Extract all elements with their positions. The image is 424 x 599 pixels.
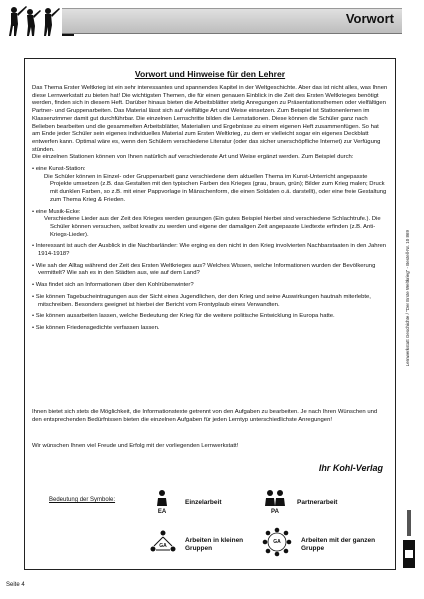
closing-wish: Wir wünschen Ihnen viel Freude und Erfolg mit der vorliegenden Lernwerkstatt! [32,443,239,449]
list-item [32,166,388,205]
document-body [32,85,388,333]
list-item-head: Wie sah der Alltag während der Zeit des Ersten Weltkrieges aus? Welches Wissen, welche Informationen wurden der Bevölkerung vermittelt? Wie sah es in den Städten aus, wie auf dem Land? [35,262,376,277]
list-item [32,263,388,278]
symbol-label-ga-small: Arbeiten in kleinen Gruppen [185,537,244,552]
list-item [32,294,388,309]
page-header [0,0,424,42]
list-item [32,313,388,321]
list-item-head: Was findet sich an Informationen über den Kohlrübenwinter? [35,282,194,289]
list-item-head: Interessant ist auch der Ausblick in die Nachbarländer: Wie erging es den nicht in den Krieg involvierten Nachbarstaaten in den Jahren 1914-1918? [35,243,387,258]
list-item [32,282,388,290]
legend-label: Bedeutung der Symbole: [49,497,116,503]
symbol-label-pa: Partnerarbeit [297,499,338,506]
list-item [32,325,388,333]
closing-paragraph: Ihnen bietet sich stets die Möglichkeit, die Informationstexte getrennt von den Aufgaben zu bearbeiten. Je nach Ihren Wünschen und den entsprechenden Bedürfnissen bieten die einzelnen Aufgaben für jeden Lerntyp unterschiedlichste Anregungen! [32,409,378,423]
symbol-label-ea: Einzelarbeit [185,499,222,506]
symbol-label-ga-whole: Arbeiten mit der ganzen Gruppe [301,537,376,552]
symbol-code-ga-whole: GA [273,539,281,545]
list-item-head: Sie können ausarbeiten lassen, welche Bedeutung der Krieg für die weitere politische Entwicklung in Europa hatte. [35,313,335,320]
symbol-code-ea: EA [157,509,167,515]
list-item [32,209,388,240]
pair-icon [263,489,287,507]
list-item-head: Sie können Tagebucheintragungen aus der Sicht eines Jugendlichen, der den Krieg und seine Auswirkungen hautnah miterlebte, mitschreiben. Besonders geeignet ist hierbei der Bericht vom Frontурlaub eines Verwandten. [35,293,371,308]
intro-paragraph: Das Thema Erster Weltkrieg ist ein sehr interessantes und spannendes Kapitel in der Weltgeschichte. Aber das ist nicht alles, was Ihnen diese Lernwerkstatt zu bieten hat! Die wichtigsten Themen, die für einen genauen Einblick in die Zeit des Ersten Weltkrieges benötigt werden, finden sich in diesem Heft. Darüber hinaus bieten die Arbeitsblätter stetig Anregungen zu Präsentationsthemen oder vielfältigen Partner- und Gruppenarbeiten. Das Material lässt sich auf vielfältige Art und Weise einsetzen. Zum Beispiel ist Stationenlernen im Klassenzimmer damit gut durchführbar. Die einzelnen Lernschritte bilden die Lernstationen. Diese können die Schüler ganz nach Belieben bearbeiten und die gesammelten Arbeitsblätter, Materialien und Ergebnisse zu einem eigenen Heft zusammenfügen. So hat am Ende jeder Schüler sein eigenes individuelles Material zum Ersten Weltkrieg, zu dem er vielleicht sogar ein eigenes Deckblatt entwerfen kann. Optimal wäre es, wenn den Schülern verschiedene Literatur (oder das sicher unerschöpfliche Internet) zur Verfügung stünden. [32,85,388,153]
list-item-detail: Die Schüler können in Einzel- oder Gruppenarbeit ganz verschiedene dem aktuellen Thema im Kunst-Unterricht angepasste Projekte umsetzen (z.B. das Gestalten mit den typischen Farben des Krieges (grau, braun, grün); Bilder zum Krieg malen; Druck mit dunklen Farben, so z.B. mit einer Pappvorlage in Mänschenform, die einen Soldaten o.ä. darstellt), oder eine freie Gestaltung zum Thema Krieg & Frieden. [44,173,387,203]
symbol-code-ga-small: GA [159,543,167,549]
single-person-icon [151,489,173,507]
side-order-text: Lernwerkstatt Geschichte / "Der Erste Weltkrieg" - Bestell-Nr. 10 869 [405,230,410,367]
page-number: Seite 4 [6,582,25,588]
content-frame [24,58,396,570]
signature: Ihr Kohl-Verlag [318,463,383,473]
publisher-logo-icon [402,500,416,570]
list-item-head: eine Kunst-Station: [35,166,86,173]
intro-paragraph-2: Die einzelnen Stationen können von Ihnen natürlich auf verschiedenste Art und Weise ergänzt werden. Zum Beispiel durch: [32,154,354,161]
suggestion-list [32,166,388,333]
small-group-icon [149,529,177,555]
page-title: Vorwort [345,11,394,26]
symbol-code-pa: PA [271,509,279,515]
list-item-head: Sie können Friedensgedichte verfassen lassen. [35,324,160,331]
document-title: Vorwort und Hinweise für den Lehrer [134,69,286,79]
list-item [32,243,388,258]
list-item-head: eine Musik-Ecke: [35,208,81,215]
list-item-detail: Verschiedene Lieder aus der Zeit des Krieges werden gesungen (Ein gutes Beispiel hierbei sind verschiedene Schlachtrufe.). Die Schüler können versuchen, selbst kreativ zu werden und eigene der damaligen Zeit angepasste Liedtexte erfinden (z.B. Anti-Kriegs-Lieder). [44,216,381,238]
